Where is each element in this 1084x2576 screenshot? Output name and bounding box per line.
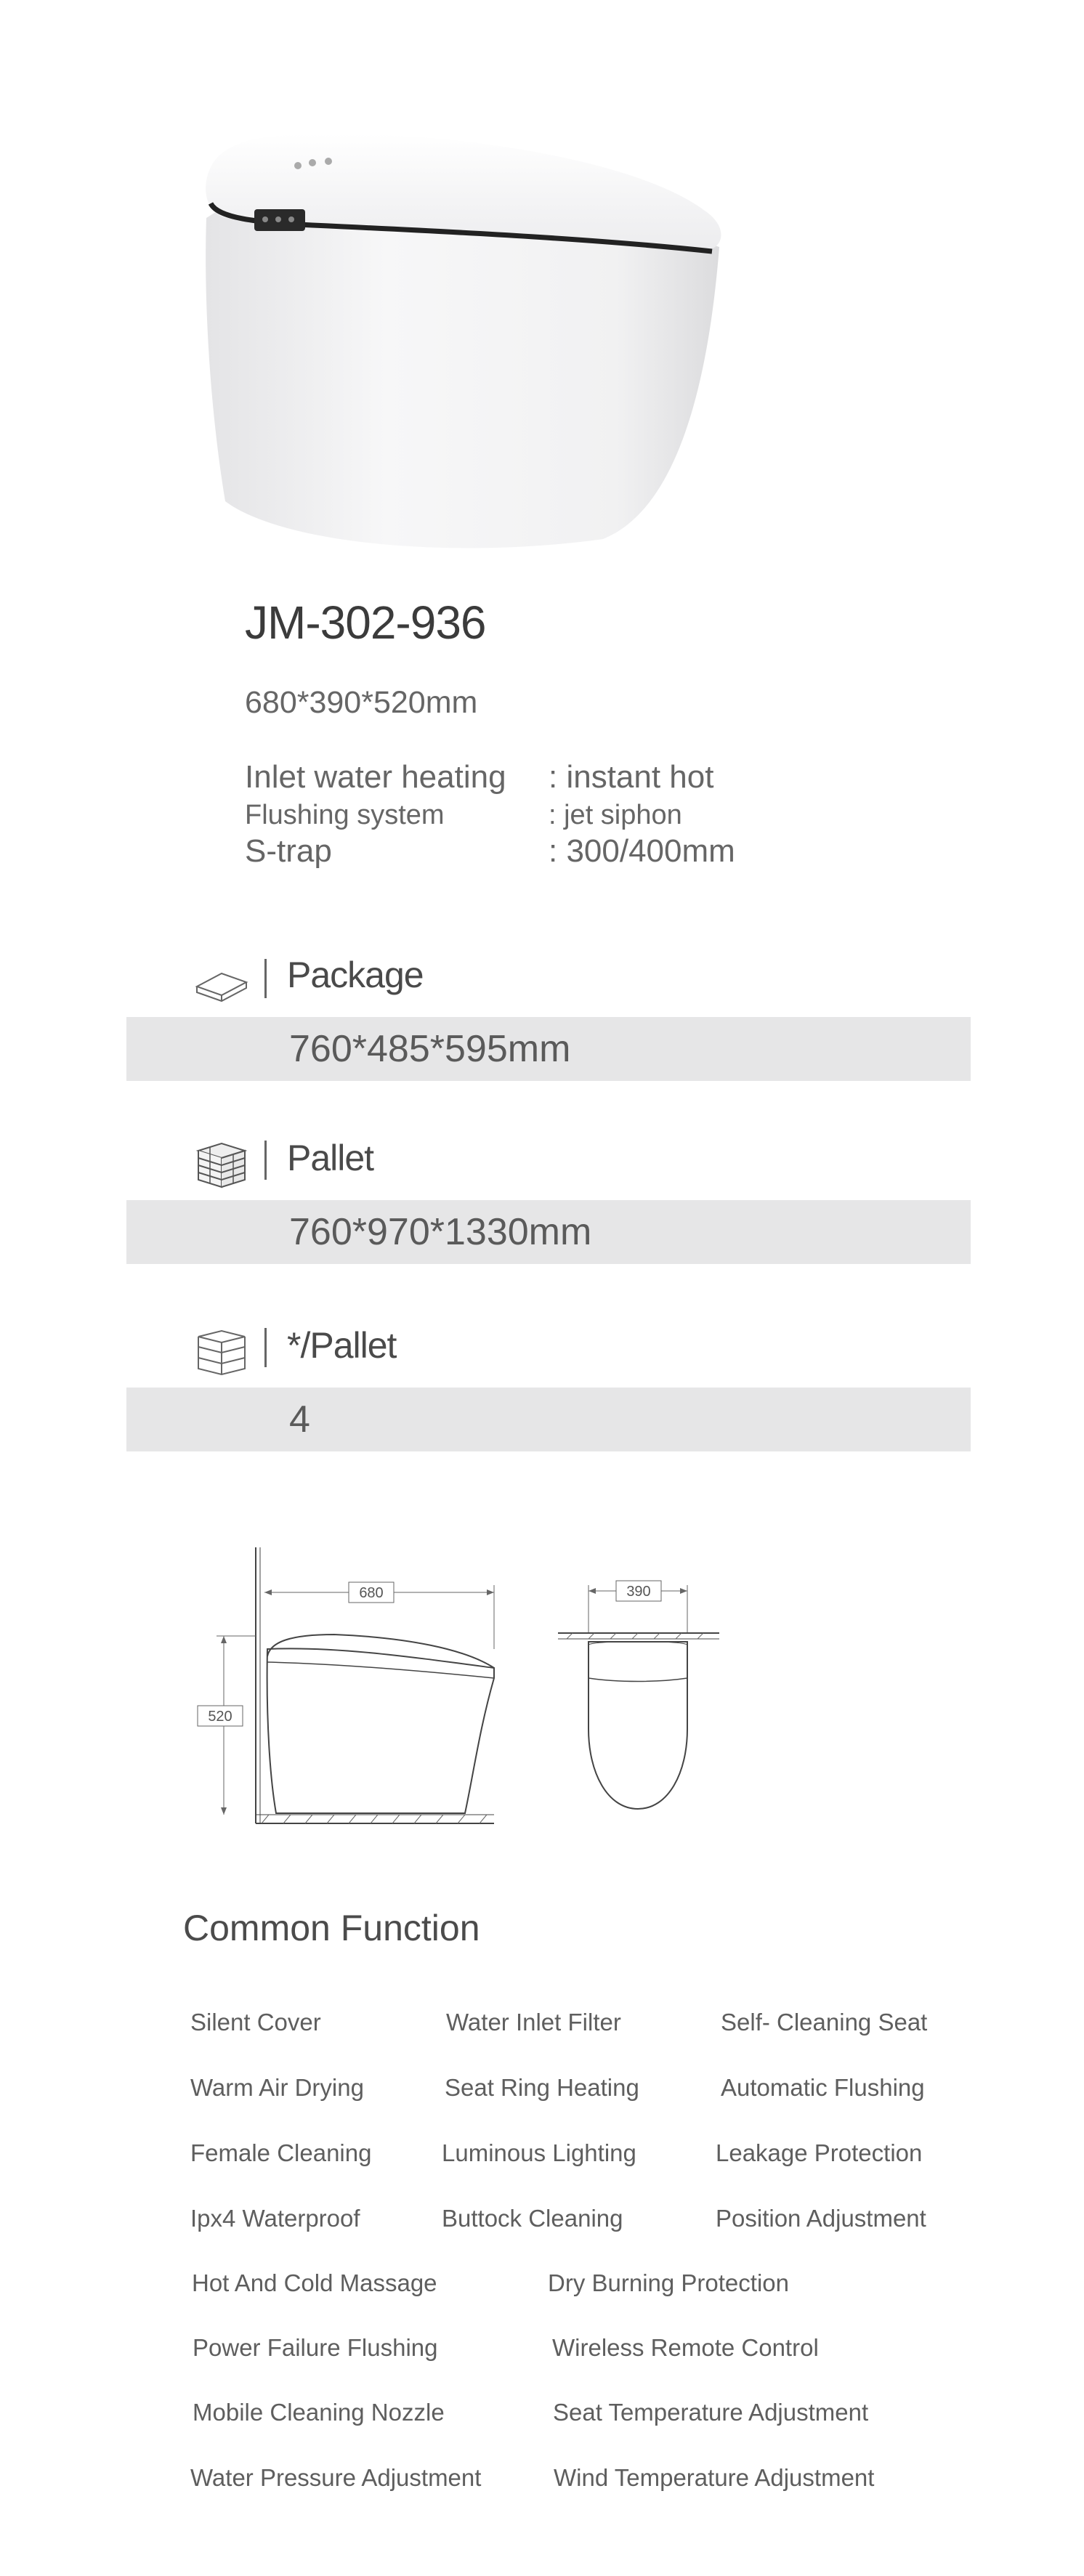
feature-item: Female Cleaning (190, 2139, 372, 2166)
box-stack-icon (193, 1327, 251, 1377)
top-width-dimension-label: 390 (626, 1584, 651, 1600)
side-view-drawing (189, 1540, 509, 1845)
spec-label: Inlet water heating (245, 759, 506, 795)
feature-item: Luminous Lighting (442, 2139, 636, 2166)
section-divider (264, 1141, 267, 1180)
feature-item: Mobile Cleaning Nozzle (193, 2399, 445, 2426)
model-number: JM-302-936 (245, 596, 486, 649)
pallet-band (126, 1200, 971, 1264)
feature-item: Leakage Protection (716, 2139, 923, 2166)
feature-item: Hot And Cold Massage (192, 2269, 437, 2296)
product-dimensions: 680*390*520mm (245, 685, 478, 720)
per-pallet-title: */Pallet (287, 1325, 397, 1366)
spec-label: S-trap (245, 833, 332, 869)
feature-item: Water Inlet Filter (446, 2009, 621, 2036)
width-dimension-label: 680 (359, 1585, 384, 1601)
per-pallet-value: 4 (289, 1398, 310, 1441)
feature-item: Wireless Remote Control (552, 2334, 819, 2361)
package-band (126, 1017, 971, 1081)
feature-item: Power Failure Flushing (193, 2334, 438, 2361)
section-divider (264, 959, 267, 998)
feature-item: Self- Cleaning Seat (721, 2009, 928, 2036)
feature-item: Warm Air Drying (190, 2074, 364, 2101)
feature-item: Seat Ring Heating (445, 2074, 639, 2101)
feature-item: Water Pressure Adjustment (190, 2464, 482, 2491)
package-value: 760*485*595mm (289, 1028, 571, 1070)
feature-item: Dry Burning Protection (548, 2269, 789, 2296)
feature-item: Automatic Flushing (721, 2074, 925, 2101)
feature-item: Wind Temperature Adjustment (554, 2464, 875, 2491)
pallet-title: Pallet (287, 1138, 374, 1178)
pallet-stack-icon (193, 1139, 251, 1190)
spec-value: : jet siphon (549, 800, 682, 830)
feature-item: Silent Cover (190, 2009, 321, 2036)
top-view-drawing (552, 1569, 727, 1823)
height-dimension-label: 520 (208, 1709, 232, 1725)
spec-value: : 300/400mm (549, 833, 735, 869)
package-title: Package (287, 955, 424, 995)
common-function-title: Common Function (183, 1908, 480, 1948)
per-pallet-band (126, 1388, 971, 1451)
package-box-icon (193, 957, 251, 1008)
spec-value: : instant hot (549, 759, 714, 795)
pallet-value: 760*970*1330mm (289, 1211, 592, 1253)
feature-item: Ipx4 Waterproof (190, 2205, 360, 2232)
feature-item: Position Adjustment (716, 2205, 926, 2232)
spec-label: Flushing system (245, 800, 445, 830)
section-divider (264, 1328, 267, 1367)
feature-item: Buttock Cleaning (442, 2205, 623, 2232)
feature-item: Seat Temperature Adjustment (553, 2399, 869, 2426)
product-image (196, 123, 734, 559)
